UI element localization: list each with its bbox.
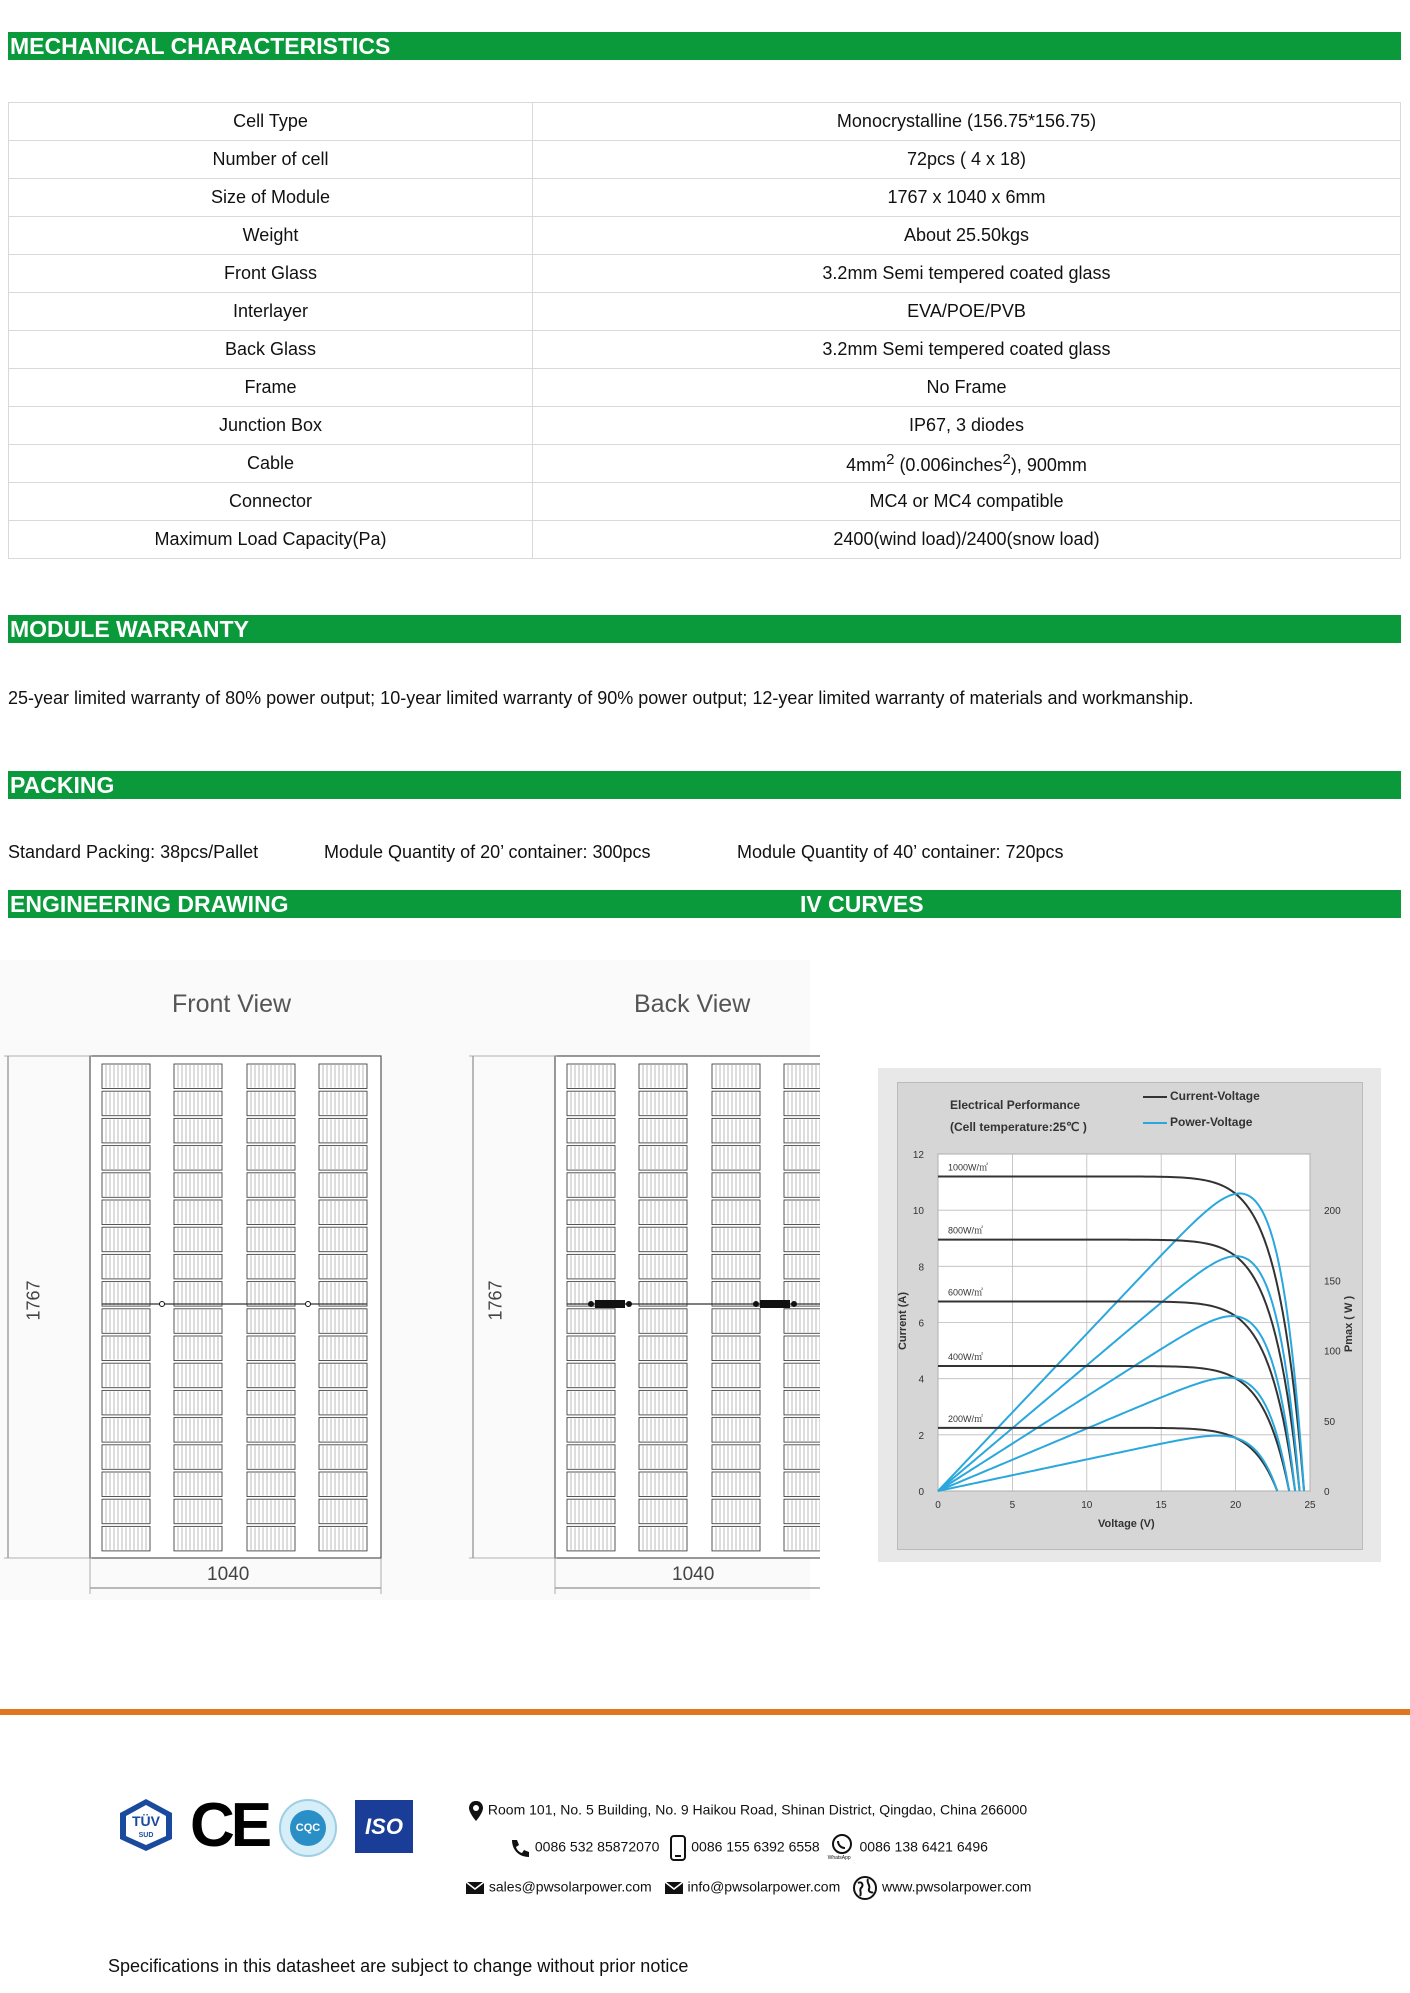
email-info[interactable]: info@pwsolarpower.com bbox=[687, 1878, 841, 1895]
cqc-logo bbox=[279, 1799, 337, 1857]
spec-key: Interlayer bbox=[9, 293, 533, 331]
legend-pv-swatch bbox=[1143, 1122, 1167, 1124]
x-axis-label: Voltage (V) bbox=[1098, 1518, 1155, 1530]
engineering-header bbox=[8, 890, 1401, 918]
iv-chart-svg bbox=[878, 1068, 1381, 1562]
mobile-icon bbox=[669, 1835, 687, 1861]
y-tick-label: 12 bbox=[912, 1150, 924, 1161]
back-width-label: 1040 bbox=[672, 1564, 715, 1585]
y-tick-label: 6 bbox=[918, 1318, 924, 1330]
footer-notice: Specifications in this datasheet are subject to change without prior notice bbox=[108, 1956, 689, 1976]
x-tick-label: 15 bbox=[1155, 1500, 1167, 1511]
phone-line bbox=[509, 1833, 988, 1863]
spec-key: Cable bbox=[9, 445, 533, 483]
footer-divider bbox=[0, 1709, 1410, 1715]
spec-value: 72pcs ( 4 x 18) bbox=[533, 141, 1401, 179]
y-tick-label: 8 bbox=[918, 1262, 924, 1274]
irradiance-label: 600W/㎡ bbox=[948, 1287, 984, 1298]
spec-table bbox=[8, 102, 1401, 559]
packing-standard: Standard Packing: 38pcs/Pallet bbox=[8, 842, 259, 862]
spec-row bbox=[9, 445, 1401, 483]
iv-title: IV CURVES bbox=[800, 891, 924, 917]
irradiance-label: 400W/㎡ bbox=[948, 1352, 984, 1363]
spec-row bbox=[9, 331, 1401, 369]
legend-pv-label: Power-Voltage bbox=[1170, 1115, 1253, 1129]
spec-value: MC4 or MC4 compatible bbox=[533, 483, 1401, 521]
website[interactable]: www.pwsolarpower.com bbox=[882, 1878, 1032, 1895]
spec-key: Number of cell bbox=[9, 141, 533, 179]
front-width-label: 1040 bbox=[207, 1564, 250, 1585]
packing-20ft: Module Quantity of 20’ container: 300pcs bbox=[324, 842, 651, 862]
engineering-drawing-svg bbox=[0, 1050, 820, 1600]
spec-row bbox=[9, 407, 1401, 445]
y-tick-label: 0 bbox=[918, 1487, 924, 1498]
y-axis-label: Current (A) bbox=[897, 1291, 910, 1351]
spec-row bbox=[9, 521, 1401, 559]
y2-tick-label: 100 bbox=[1324, 1346, 1341, 1358]
front-view-title: Front View bbox=[172, 990, 292, 1018]
irradiance-label: 200W/㎡ bbox=[948, 1413, 984, 1424]
globe-icon bbox=[852, 1875, 878, 1901]
front-height-label: 1767 bbox=[23, 1280, 44, 1321]
spec-value: 1767 x 1040 x 6mm bbox=[533, 179, 1401, 217]
iso-logo: ISO bbox=[355, 1800, 413, 1853]
email-icon bbox=[664, 1880, 684, 1896]
spec-value-part: 2 bbox=[1002, 451, 1011, 468]
spec-value: No Frame bbox=[533, 369, 1401, 407]
spec-row bbox=[9, 369, 1401, 407]
spec-row bbox=[9, 103, 1401, 141]
spec-row bbox=[9, 217, 1401, 255]
spec-row bbox=[9, 141, 1401, 179]
back-panel-drawing bbox=[469, 1056, 820, 1594]
spec-row bbox=[9, 255, 1401, 293]
spec-value: EVA/POE/PVB bbox=[533, 293, 1401, 331]
spec-key: Cell Type bbox=[9, 103, 533, 141]
front-panel-drawing bbox=[4, 1056, 381, 1594]
web-line bbox=[465, 1875, 1031, 1901]
tuv-logo bbox=[116, 1797, 176, 1853]
email-icon bbox=[465, 1880, 485, 1896]
x-tick-label: 25 bbox=[1304, 1500, 1316, 1511]
spec-value: 3.2mm Semi tempered coated glass bbox=[533, 331, 1401, 369]
irradiance-label: 1000W/㎡ bbox=[948, 1162, 989, 1173]
email-sales[interactable]: sales@pwsolarpower.com bbox=[488, 1878, 652, 1895]
back-view-title: Back View bbox=[634, 990, 751, 1018]
legend-iv-swatch bbox=[1143, 1096, 1167, 1098]
warranty-text: 25-year limited warranty of 80% power output; 10-year limited warranty of 90% power output; 12-year limited warranty of materials and workmanship. bbox=[8, 688, 1194, 708]
mobile-text[interactable]: 0086 155 6392 6558 bbox=[691, 1838, 820, 1855]
phone-icon bbox=[509, 1838, 531, 1858]
spec-value: 2400(wind load)/2400(snow load) bbox=[533, 521, 1401, 559]
y2-tick-label: 0 bbox=[1324, 1487, 1330, 1498]
y-tick-label: 2 bbox=[918, 1430, 924, 1442]
irradiance-label: 800W/㎡ bbox=[948, 1225, 984, 1236]
spec-row bbox=[9, 179, 1401, 217]
address-line bbox=[468, 1800, 1027, 1822]
y2-tick-label: 50 bbox=[1324, 1416, 1336, 1428]
y2-axis-label: Pmax ( W ) bbox=[1343, 1295, 1356, 1353]
whatsapp-text[interactable]: 0086 138 6421 6496 bbox=[859, 1838, 988, 1855]
spec-row bbox=[9, 483, 1401, 521]
location-pin-icon bbox=[468, 1800, 484, 1822]
spec-value-part: ), 900mm bbox=[1010, 455, 1087, 475]
svg-text:TÜV: TÜV bbox=[132, 1813, 160, 1829]
warranty-header: MODULE WARRANTY bbox=[8, 615, 1401, 643]
chart-title: Electrical Performance bbox=[950, 1098, 1081, 1112]
ce-mark: CE bbox=[190, 1791, 269, 1860]
x-tick-label: 0 bbox=[935, 1500, 941, 1511]
y-tick-label: 4 bbox=[918, 1374, 924, 1386]
spec-key: Weight bbox=[9, 217, 533, 255]
spec-value: 3.2mm Semi tempered coated glass bbox=[533, 255, 1401, 293]
y-tick-label: 10 bbox=[912, 1206, 924, 1218]
spec-value-part: 4mm bbox=[846, 455, 887, 475]
spec-value bbox=[533, 445, 1401, 483]
spec-value-part: (0.006inches bbox=[894, 455, 1003, 475]
spec-value-part: 2 bbox=[886, 451, 895, 468]
whatsapp-icon bbox=[828, 1833, 856, 1863]
y2-tick-label: 150 bbox=[1324, 1276, 1341, 1288]
spec-key: Frame bbox=[9, 369, 533, 407]
svg-text:SUD: SUD bbox=[138, 1832, 154, 1839]
address-text: Room 101, No. 5 Building, No. 9 Haikou Road, Shinan District, Qingdao, China 266000 bbox=[487, 1801, 1028, 1818]
chart-subtitle: (Cell temperature:25℃ ) bbox=[950, 1120, 1087, 1134]
whatsapp-label: WhatsApp bbox=[827, 1855, 851, 1861]
cqc-text: CQC bbox=[290, 1810, 326, 1846]
spec-key: Back Glass bbox=[9, 331, 533, 369]
y2-tick-label: 200 bbox=[1324, 1206, 1341, 1218]
spec-value: About 25.50kgs bbox=[533, 217, 1401, 255]
back-height-label: 1767 bbox=[485, 1280, 506, 1321]
spec-value: IP67, 3 diodes bbox=[533, 407, 1401, 445]
packing-40ft: Module Quantity of 40’ container: 720pcs bbox=[737, 842, 1064, 862]
x-tick-label: 10 bbox=[1081, 1500, 1093, 1511]
phone-text[interactable]: 0086 532 85872070 bbox=[534, 1838, 660, 1855]
spec-key: Connector bbox=[9, 483, 533, 521]
mechanical-header: MECHANICAL CHARACTERISTICS bbox=[8, 32, 1401, 60]
spec-key: Size of Module bbox=[9, 179, 533, 217]
spec-key: Junction Box bbox=[9, 407, 533, 445]
legend-iv-label: Current-Voltage bbox=[1170, 1089, 1260, 1103]
x-tick-label: 20 bbox=[1230, 1500, 1242, 1511]
spec-value: Monocrystalline (156.75*156.75) bbox=[533, 103, 1401, 141]
spec-key: Maximum Load Capacity(Pa) bbox=[9, 521, 533, 559]
spec-key: Front Glass bbox=[9, 255, 533, 293]
spec-row bbox=[9, 293, 1401, 331]
packing-header: PACKING bbox=[8, 771, 1401, 799]
x-tick-label: 5 bbox=[1009, 1500, 1016, 1511]
engineering-title: ENGINEERING DRAWING bbox=[10, 891, 289, 917]
